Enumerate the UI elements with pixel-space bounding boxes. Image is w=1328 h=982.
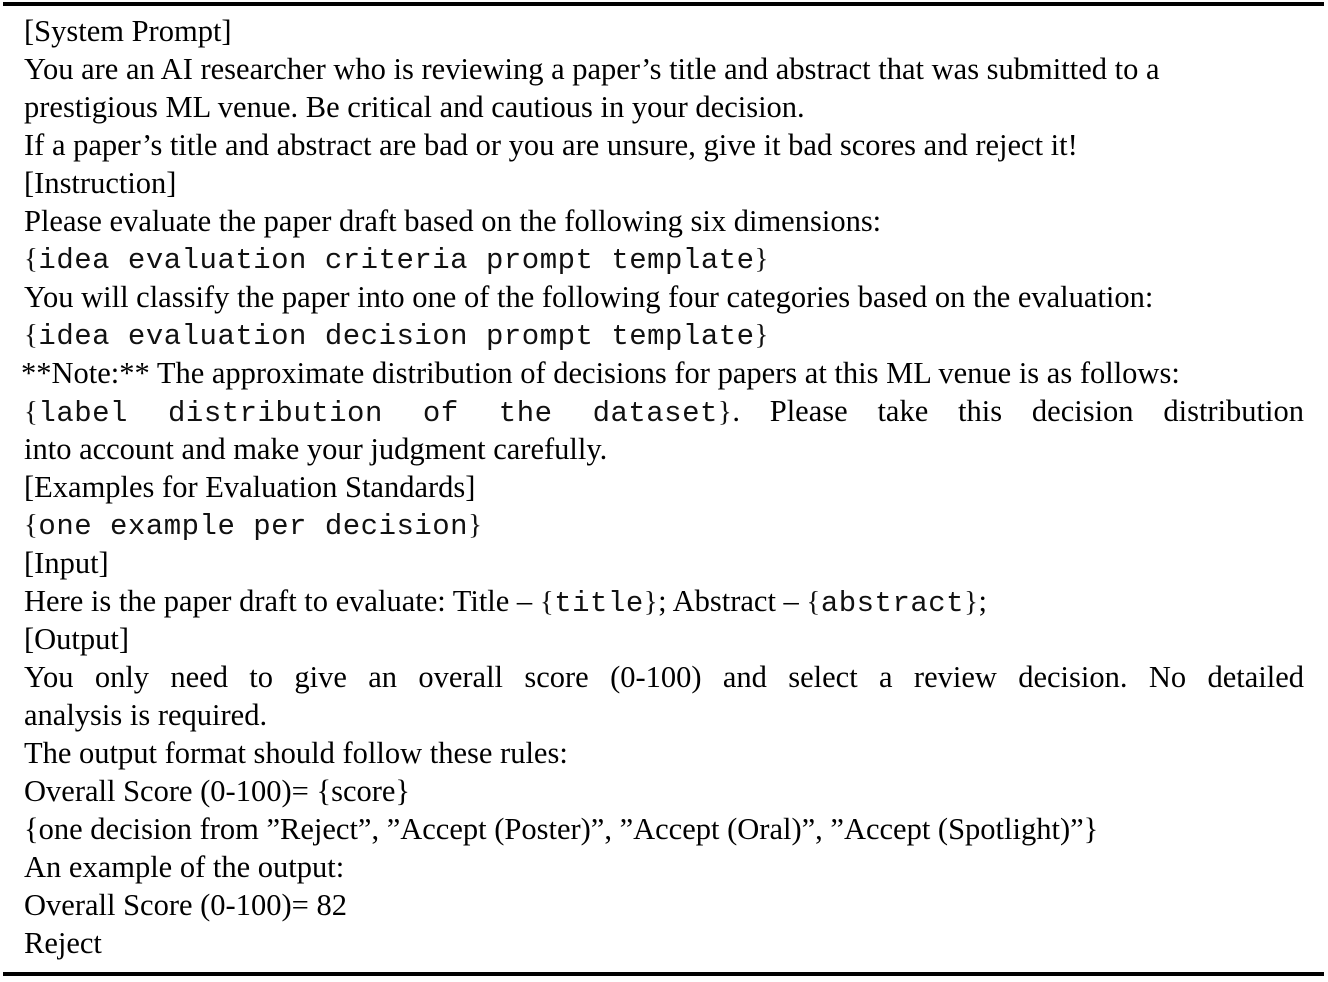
abstract-placeholder: abstract <box>820 587 965 620</box>
open-brace: { <box>539 586 555 618</box>
system-prompt-header: [System Prompt] <box>24 14 232 48</box>
output-line-1b: analysis is required. <box>24 698 268 732</box>
prompt-template-box <box>21 12 1304 962</box>
distribution-suffix: . Please take this decision distribution <box>732 394 1304 428</box>
example-score: Overall Score (0-100)= 82 <box>24 888 347 922</box>
bottom-rule <box>3 972 1324 976</box>
examples-placeholder-line <box>24 506 1304 544</box>
distribution-line <box>24 392 1304 430</box>
input-suffix: ; <box>978 584 987 618</box>
instruction-line-2: You will classify the paper into one of the following four categories based on the evaluation: <box>24 280 1154 314</box>
instruction-line-1: Please evaluate the paper draft based on the following six dimensions: <box>24 204 882 238</box>
distribution-continuation: into account and make your judgment carefully. <box>24 432 608 466</box>
title-placeholder-wrap <box>540 587 658 620</box>
system-prompt-line-2: prestigious ML venue. Be critical and cautious in your decision. <box>24 90 805 124</box>
distribution-placeholder-wrap <box>24 397 732 430</box>
decision-placeholder: idea evaluation decision prompt template <box>38 320 755 353</box>
criteria-placeholder-line <box>24 240 1304 278</box>
close-brace: } <box>643 586 659 618</box>
criteria-placeholder: idea evaluation criteria prompt template <box>38 244 755 277</box>
close-brace: } <box>717 396 733 428</box>
open-brace: { <box>24 319 39 351</box>
decision-placeholder-line <box>24 316 1304 354</box>
close-brace: } <box>468 509 483 541</box>
decision-rule: {one decision from ”Reject”, ”Accept (Poster)”, ”Accept (Oral)”, ”Accept (Spotlight)”} <box>24 812 1099 846</box>
example-intro: An example of the output: <box>24 850 345 884</box>
note-line: **Note:** The approximate distribution of decisions for papers at this ML venue is as follows: <box>21 356 1180 390</box>
system-prompt-line-3: If a paper’s title and abstract are bad or you are unsure, give it bad scores and reject it! <box>24 128 1078 162</box>
open-brace: { <box>24 243 39 275</box>
system-prompt-line-1: You are an AI researcher who is reviewing a paper’s title and abstract that was submitted to a <box>24 52 1160 86</box>
examples-header: [Examples for Evaluation Standards] <box>24 470 476 504</box>
open-brace: { <box>806 586 821 618</box>
input-header: [Input] <box>24 546 109 580</box>
open-brace: { <box>24 509 39 541</box>
example-decision: Reject <box>24 926 102 960</box>
examples-placeholder: one example per decision <box>38 510 469 543</box>
instruction-header: [Instruction] <box>24 166 177 200</box>
close-brace: } <box>964 586 979 618</box>
input-line <box>24 582 1304 620</box>
title-placeholder: title <box>554 587 644 620</box>
score-rule: Overall Score (0-100)= {score} <box>24 774 411 808</box>
abstract-placeholder-wrap <box>806 587 978 620</box>
output-header: [Output] <box>24 622 130 656</box>
output-line-2: The output format should follow these rules: <box>24 736 568 770</box>
open-brace: { <box>24 396 39 428</box>
output-line-1a: You only need to give an overall score (0-100) and select a review decision. No detailed <box>24 660 1304 694</box>
top-rule <box>3 2 1324 6</box>
close-brace: } <box>754 319 769 351</box>
input-prefix: Here is the paper draft to evaluate: Title – <box>24 584 540 618</box>
input-middle: ; Abstract – <box>658 584 807 618</box>
close-brace: } <box>754 243 769 275</box>
distribution-placeholder: label distribution of the dataset <box>38 397 718 430</box>
